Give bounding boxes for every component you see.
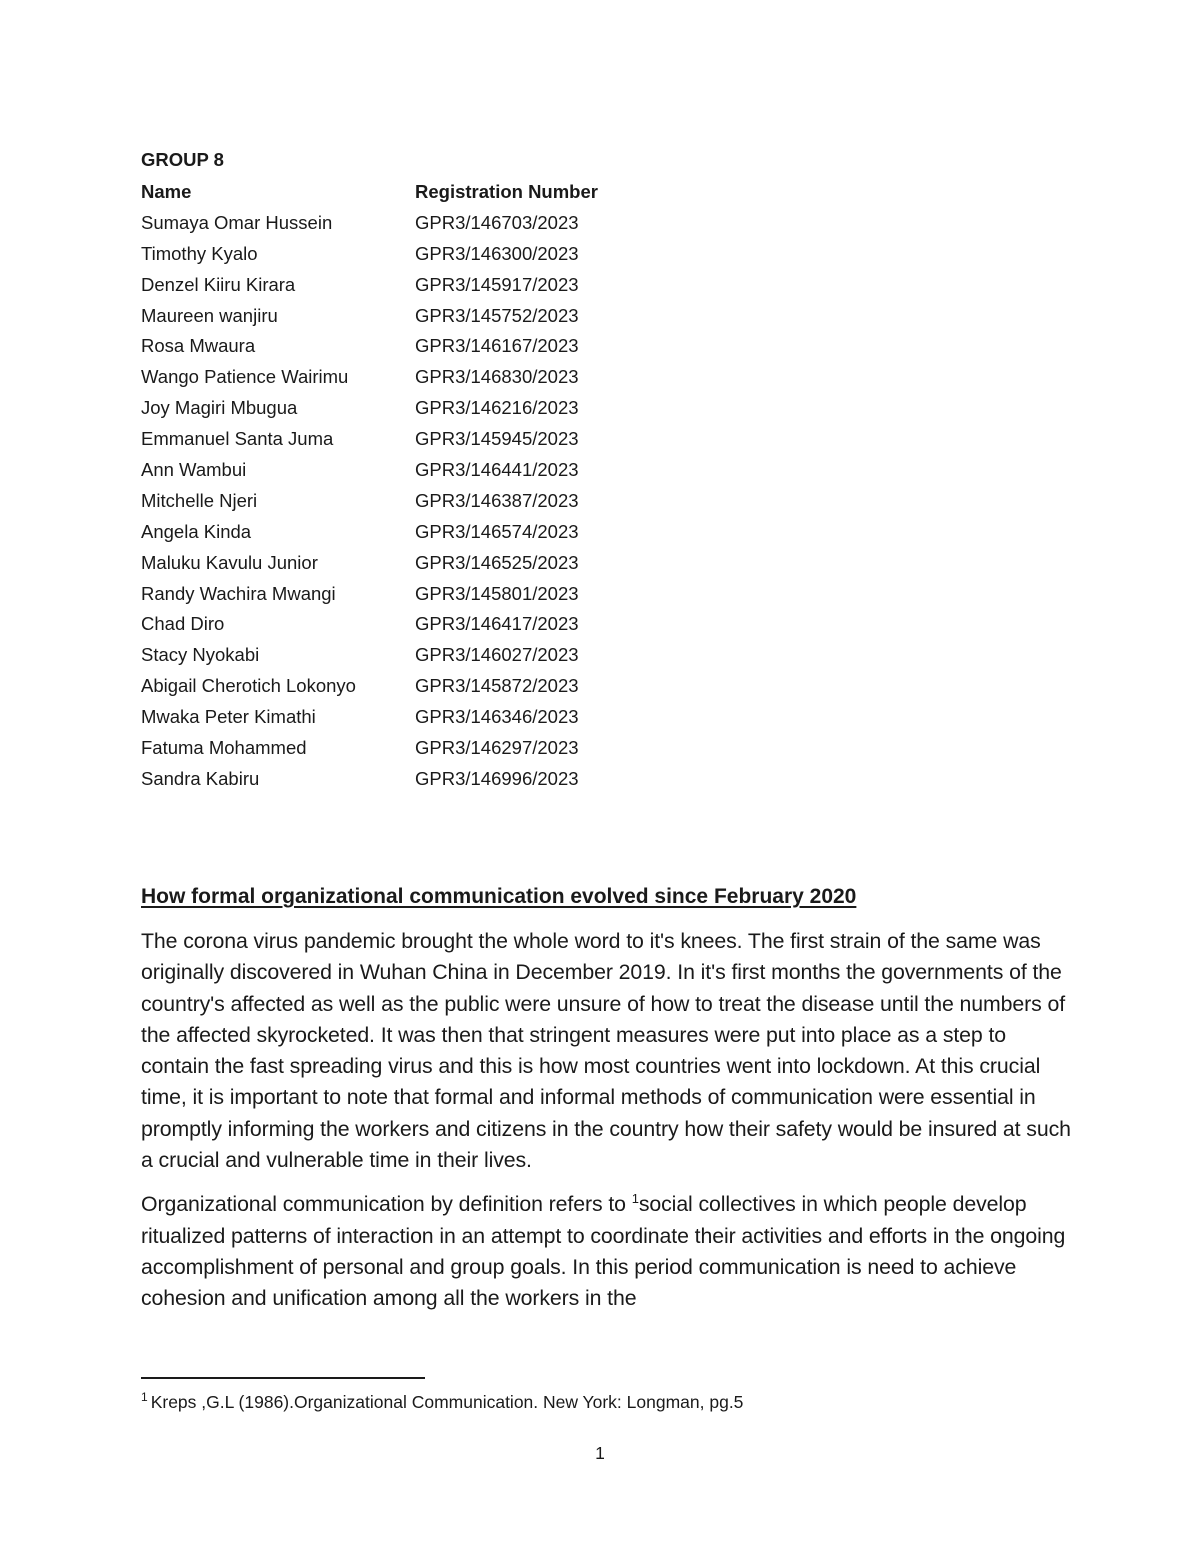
roster-row — [141, 764, 741, 795]
paragraph-text: social collectives in which people develop ritualized patterns of interaction in an attempt to coordinate their activities and efforts in the ongoing accomplishment of personal and group goals. In this period communication is need to achieve cohesion and unification among all the workers in the — [141, 1192, 1066, 1311]
name-column-header: Name — [141, 181, 192, 202]
roster-row — [141, 640, 741, 671]
member-registration-number: GPR3/146300/2023 — [415, 242, 579, 264]
member-name: Stacy Nyokabi — [141, 644, 260, 666]
roster-row — [141, 424, 741, 455]
member-name: Fatuma Mohammed — [141, 737, 307, 759]
roster-row — [141, 239, 741, 270]
member-name: Maluku Kavulu Junior — [141, 551, 318, 573]
member-name: Sandra Kabiru — [141, 767, 260, 789]
roster-row — [141, 208, 741, 239]
member-registration-number: GPR3/145917/2023 — [415, 273, 579, 295]
roster-rows — [141, 208, 741, 795]
member-name: Rosa Mwaura — [141, 335, 256, 357]
registration-column-header: Registration Number — [415, 181, 598, 202]
roster-row — [141, 331, 741, 362]
roster-header — [141, 177, 741, 208]
essay-section — [141, 880, 1071, 1328]
member-registration-number: GPR3/146346/2023 — [415, 706, 579, 728]
member-name: Abigail Cherotich Lokonyo — [141, 675, 356, 697]
member-registration-number: GPR3/145801/2023 — [415, 582, 579, 604]
member-name: Randy Wachira Mwangi — [141, 582, 336, 604]
roster-row — [141, 579, 741, 610]
member-registration-number: GPR3/146387/2023 — [415, 489, 579, 511]
paragraph-text: Organizational communication by definition refers to — [141, 1192, 632, 1217]
member-registration-number: GPR3/145752/2023 — [415, 304, 579, 326]
member-name: Sumaya Omar Hussein — [141, 211, 333, 233]
member-registration-number: GPR3/146525/2023 — [415, 551, 579, 573]
member-name: Joy Magiri Mbugua — [141, 397, 298, 419]
member-name: Timothy Kyalo — [141, 242, 258, 264]
member-name: Ann Wambui — [141, 459, 247, 481]
member-registration-number: GPR3/146027/2023 — [415, 644, 579, 666]
page-number: 1 — [595, 1443, 605, 1463]
roster-row — [141, 733, 741, 764]
roster-row — [141, 517, 741, 548]
roster-row — [141, 671, 741, 702]
member-registration-number: GPR3/146703/2023 — [415, 211, 579, 233]
roster-row — [141, 609, 741, 640]
member-registration-number: GPR3/146574/2023 — [415, 520, 579, 542]
member-registration-number: GPR3/146996/2023 — [415, 767, 579, 789]
essay-paragraph — [141, 1189, 1071, 1314]
footnote-text: Kreps ,G.L (1986).Organizational Communication. New York: Longman, pg.5 — [150, 1392, 744, 1412]
group-roster — [141, 146, 741, 795]
member-name: Mitchelle Njeri — [141, 489, 258, 511]
roster-row — [141, 486, 741, 517]
footnote — [141, 1390, 743, 1414]
footnote-reference: 1 — [631, 1191, 639, 1207]
member-registration-number: GPR3/146830/2023 — [415, 366, 579, 388]
roster-row — [141, 548, 741, 579]
essay-heading: How formal organizational communication evolved since February 2020 — [141, 885, 857, 908]
member-registration-number: GPR3/146216/2023 — [415, 397, 579, 419]
footnote-separator — [141, 1377, 425, 1379]
essay-paragraph: The corona virus pandemic brought the whole word to it's knees. The first strain of the same was originally discovered in Wuhan China in December 2019. In it's first months the governments of the country's affected as well as the public were unsure of how to treat the disease until the numbers of the affected skyrocketed. It was then that stringent measures were put into place as a step to contain the fast spreading virus and this is how most countries went into lockdown. At this crucial time, it is important to note that formal and informal methods of communication were essential in promptly informing the workers and citizens in the country how their safety would be insured at such a crucial and vulnerable time in their lives. — [141, 929, 1071, 1173]
member-name: Chad Diro — [141, 613, 225, 635]
member-registration-number: GPR3/145945/2023 — [415, 428, 579, 450]
roster-row — [141, 702, 741, 733]
member-name: Maureen wanjiru — [141, 304, 278, 326]
member-registration-number: GPR3/145872/2023 — [415, 675, 579, 697]
roster-row — [141, 393, 741, 424]
roster-row — [141, 455, 741, 486]
member-registration-number: GPR3/146167/2023 — [415, 335, 579, 357]
member-registration-number: GPR3/146441/2023 — [415, 459, 579, 481]
member-name: Wango Patience Wairimu — [141, 366, 349, 388]
footnote-marker: 1 — [141, 1390, 148, 1405]
member-registration-number: GPR3/146297/2023 — [415, 737, 579, 759]
member-name: Mwaka Peter Kimathi — [141, 706, 316, 728]
roster-row — [141, 301, 741, 332]
roster-row — [141, 270, 741, 301]
member-registration-number: GPR3/146417/2023 — [415, 613, 579, 635]
member-name: Angela Kinda — [141, 520, 252, 542]
member-name: Denzel Kiiru Kirara — [141, 273, 296, 295]
member-name: Emmanuel Santa Juma — [141, 428, 334, 450]
roster-row — [141, 362, 741, 393]
group-title: GROUP 8 — [141, 149, 224, 170]
